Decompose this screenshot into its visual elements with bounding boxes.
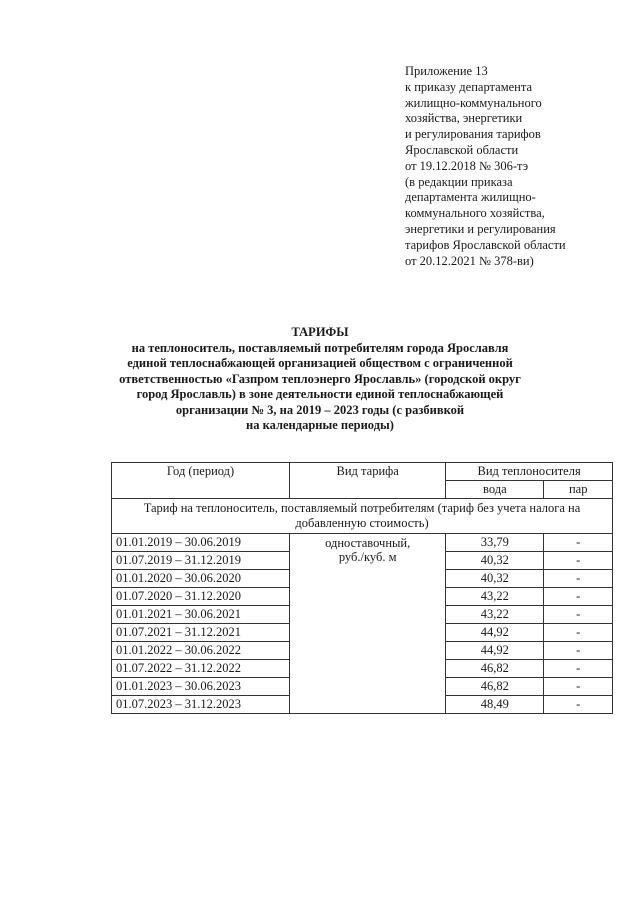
steam-tariff-cell: -: [544, 678, 613, 696]
steam-tariff-cell: -: [544, 588, 613, 606]
table-header-row: [112, 463, 613, 481]
period-cell: 01.01.2022 – 30.06.2022: [112, 642, 290, 660]
annex-line: (в редакции приказа: [405, 174, 513, 189]
annex-line: и регулирования тарифов: [405, 127, 541, 142]
annex-line: департамента жилищно-: [405, 190, 536, 205]
annex-line: от 19.12.2018 № 306-тэ: [405, 158, 529, 173]
tariff-type-cell: [290, 534, 446, 714]
period-cell: 01.01.2023 – 30.06.2023: [112, 678, 290, 696]
annex-line: тарифов Ярославской области: [405, 237, 566, 252]
annex-line: к приказу департамента: [405, 79, 533, 94]
water-tariff-cell: 43,22: [446, 606, 544, 624]
table-row: [112, 534, 613, 552]
water-tariff-cell: 46,82: [446, 678, 544, 696]
water-tariff-cell: 43,22: [446, 588, 544, 606]
period-cell: 01.07.2021 – 31.12.2021: [112, 624, 290, 642]
heading-line: на теплоноситель, поставляемый потребителям города Ярославля: [131, 340, 509, 355]
header-period: Год (период): [112, 463, 290, 499]
water-tariff-cell: 40,32: [446, 570, 544, 588]
water-tariff-cell: 44,92: [446, 642, 544, 660]
water-tariff-cell: 46,82: [446, 660, 544, 678]
water-tariff-cell: 48,49: [446, 696, 544, 714]
document-heading: [100, 325, 540, 434]
heading-line: единой теплоснабжающей организацией обществом с ограниченной: [127, 356, 513, 370]
period-cell: 01.01.2021 – 30.06.2021: [112, 606, 290, 624]
section-caption: Тариф на теплоноситель, поставляемый потребителям (тариф без учета налога на добавленную стоимость): [112, 499, 613, 534]
period-cell: 01.07.2019 – 31.12.2019: [112, 552, 290, 570]
heading-line: город Ярославль) в зоне деятельности единой теплоснабжающей: [136, 387, 504, 401]
period-cell: 01.01.2019 – 30.06.2019: [112, 534, 290, 552]
steam-tariff-cell: -: [544, 642, 613, 660]
period-cell: 01.07.2023 – 31.12.2023: [112, 696, 290, 714]
steam-tariff-cell: -: [544, 624, 613, 642]
steam-tariff-cell: -: [544, 606, 613, 624]
header-steam: пар: [544, 481, 613, 499]
period-cell: 01.07.2022 – 31.12.2022: [112, 660, 290, 678]
tariff-type-unit: руб./куб. м: [338, 550, 397, 564]
tariff-type-line: одноставочный,: [325, 536, 411, 550]
water-tariff-cell: 33,79: [446, 534, 544, 552]
period-cell: 01.07.2020 – 31.12.2020: [112, 588, 290, 606]
header-heat-carrier: Вид теплоносителя: [446, 463, 613, 481]
annex-line: Приложение 13: [405, 64, 488, 78]
period-cell: 01.01.2020 – 30.06.2020: [112, 570, 290, 588]
annex-line: энергетики и регулирования: [405, 221, 556, 236]
heading-line: организации № 3, на 2019 – 2023 годы (с разбивкой: [175, 402, 465, 417]
annex-line: коммунального хозяйства,: [405, 206, 545, 221]
table-section-row: [112, 499, 613, 534]
header-water: вода: [446, 481, 544, 499]
header-tariff-type: Вид тарифа: [290, 463, 446, 499]
steam-tariff-cell: -: [544, 570, 613, 588]
heading-line: ответственностью «Газпром теплоэнерго Ярославль» (городской округ: [119, 371, 521, 386]
annex-reference: [405, 64, 625, 269]
document-title: ТАРИФЫ: [291, 325, 349, 339]
annex-line: Ярославской области: [405, 142, 519, 157]
tariff-table: [111, 462, 613, 714]
annex-line: от 20.12.2021 № 378-ви): [405, 253, 534, 268]
steam-tariff-cell: -: [544, 696, 613, 714]
water-tariff-cell: 40,32: [446, 552, 544, 570]
steam-tariff-cell: -: [544, 552, 613, 570]
steam-tariff-cell: -: [544, 534, 613, 552]
steam-tariff-cell: -: [544, 660, 613, 678]
annex-line: жилищно-коммунального: [405, 95, 542, 110]
water-tariff-cell: 44,92: [446, 624, 544, 642]
annex-line: хозяйства, энергетики: [405, 111, 523, 126]
heading-line: на календарные периоды): [246, 418, 394, 432]
